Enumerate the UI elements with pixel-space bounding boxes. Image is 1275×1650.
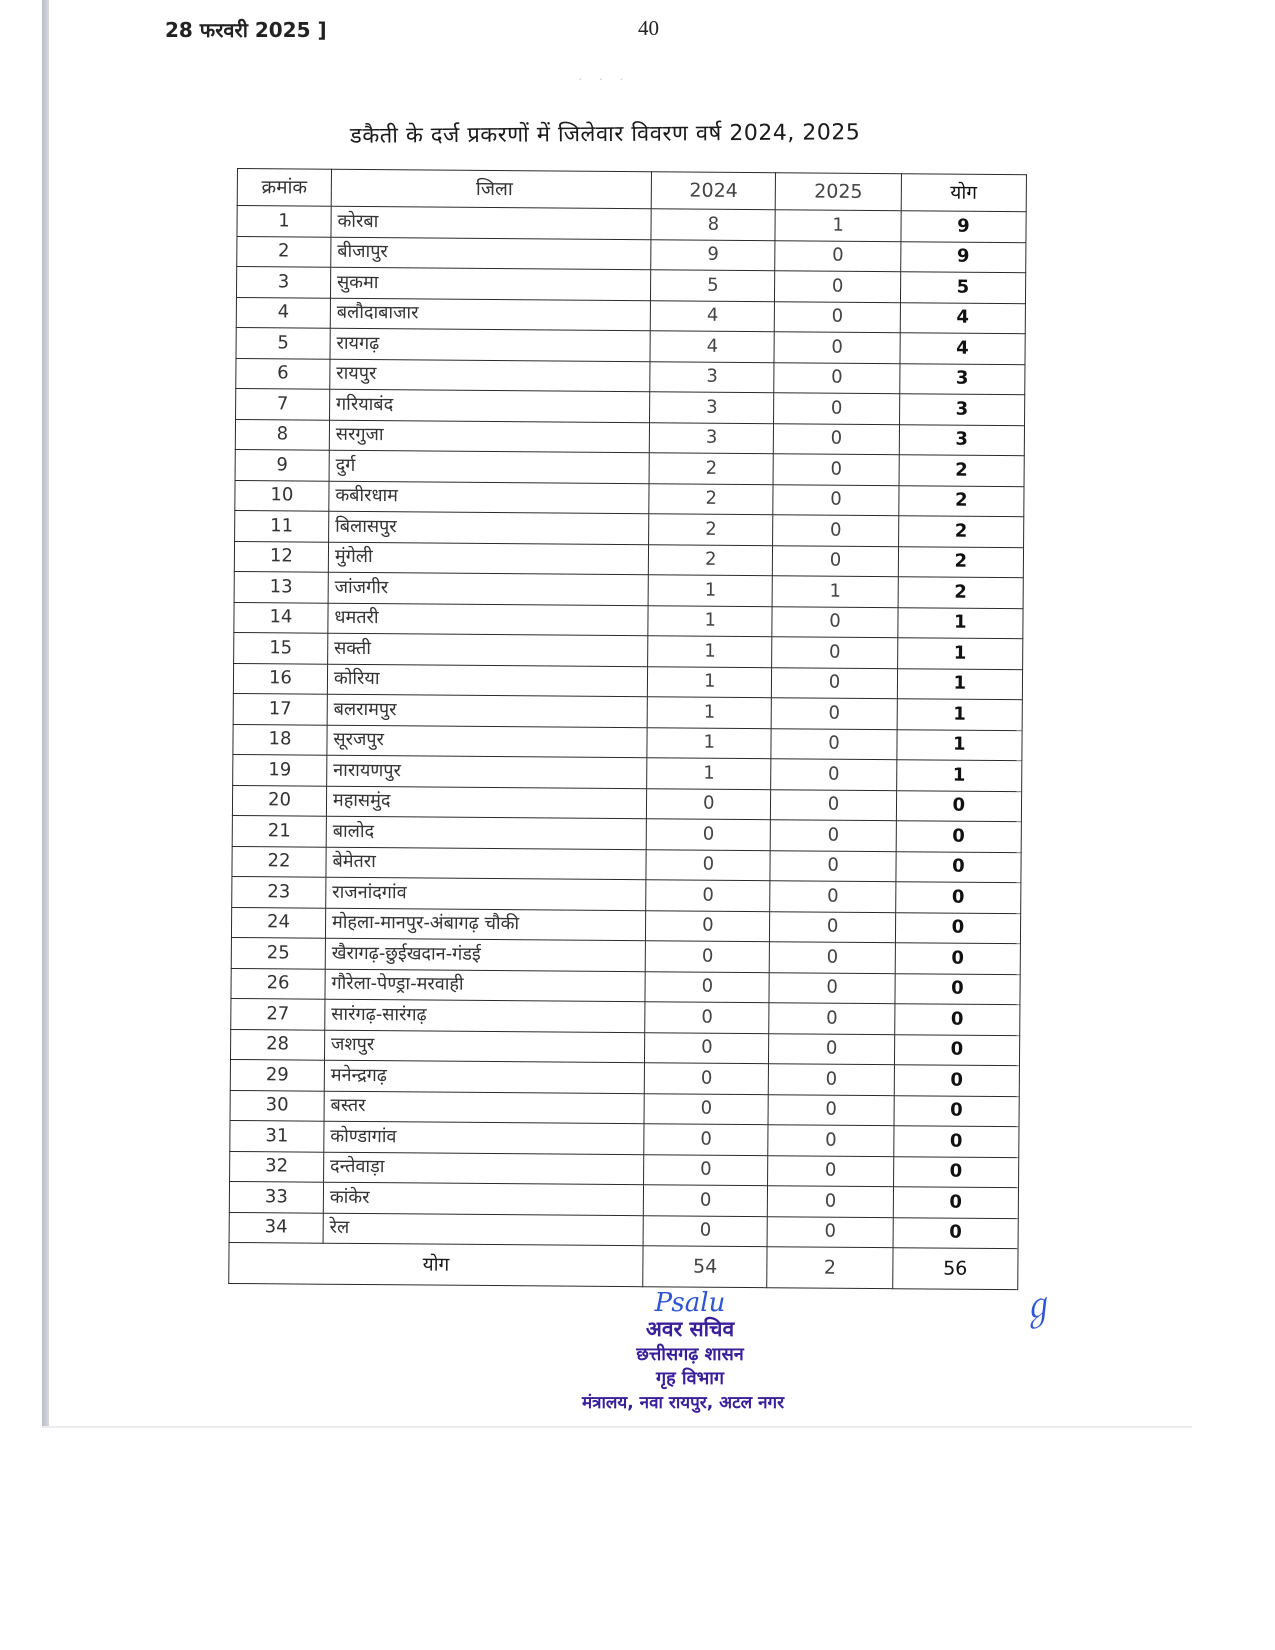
total-cell: 0 — [894, 1095, 1020, 1126]
serial-cell: 12 — [234, 541, 328, 572]
total-cell: 1 — [898, 607, 1024, 638]
district-cell: सारंगढ़-सारंगढ़ — [325, 999, 645, 1032]
count-2024-cell: 2 — [648, 544, 772, 575]
total-cell: 0 — [895, 973, 1021, 1004]
serial-cell: 32 — [230, 1151, 324, 1182]
district-cell: खैरागढ़-छुईखदान-गंडई — [325, 938, 645, 971]
total-cell: 1 — [897, 729, 1023, 760]
serial-cell: 13 — [234, 571, 328, 602]
district-cell: कोण्डागांव — [324, 1121, 644, 1154]
signature-scribble: Psalu — [654, 1288, 726, 1318]
serial-cell: 1 — [237, 206, 331, 237]
count-2025-cell: 0 — [772, 667, 898, 698]
header-serial: क्रमांक — [237, 169, 331, 207]
district-cell: गौरेला-पेण्ड्रा-मरवाही — [325, 969, 645, 1002]
count-2024-cell: 0 — [646, 819, 770, 850]
count-2024-cell: 0 — [645, 971, 769, 1002]
district-cell: दुर्ग — [329, 450, 649, 483]
count-2025-cell: 0 — [769, 972, 895, 1003]
count-2025-cell: 0 — [768, 1125, 894, 1156]
serial-cell: 23 — [232, 876, 326, 907]
total-label: योग — [229, 1242, 643, 1286]
serial-cell: 9 — [235, 449, 329, 480]
total-cell: 0 — [895, 882, 1021, 913]
district-cell: बीजापुर — [331, 237, 651, 270]
serial-cell: 25 — [231, 937, 325, 968]
total-cell: 0 — [893, 1156, 1019, 1187]
signatory-address: मंत्रालय, नवा रायपुर, अटल नगर — [581, 1393, 785, 1413]
document-title: डकैती के दर्ज प्रकरणों में जिलेवार विवरण वर्ष 2024, 2025 — [349, 120, 861, 149]
count-2025-cell: 0 — [774, 332, 900, 363]
count-2025-cell: 0 — [774, 362, 900, 393]
district-cell: गरियाबंद — [329, 389, 649, 422]
header-2024: 2024 — [651, 172, 776, 210]
total-cell: 1 — [897, 699, 1023, 730]
total-cell: 2 — [898, 516, 1024, 547]
district-cell: बलरामपुर — [327, 694, 647, 727]
serial-cell: 18 — [233, 724, 327, 755]
count-2025-cell: 0 — [771, 789, 897, 820]
district-cell: बालोद — [326, 816, 646, 849]
count-2024-cell: 0 — [645, 1002, 769, 1033]
district-cell: कांकेर — [323, 1182, 643, 1215]
count-2025-cell: 1 — [772, 576, 898, 607]
district-dacoity-table — [228, 168, 1027, 1290]
total-cell: 0 — [893, 1217, 1019, 1248]
district-cell: रायपुर — [330, 359, 650, 392]
count-2025-cell: 0 — [772, 698, 898, 729]
count-2024-cell: 3 — [649, 422, 773, 453]
count-2025-cell: 0 — [772, 637, 898, 668]
table-total-row — [229, 1242, 1018, 1289]
serial-cell: 16 — [233, 663, 327, 694]
count-2024-cell: 0 — [644, 1093, 768, 1124]
header-2025: 2025 — [776, 173, 902, 211]
serial-cell: 19 — [233, 754, 327, 785]
count-2024-cell: 4 — [650, 331, 774, 362]
count-2024-cell: 2 — [649, 483, 773, 514]
district-cell: दन्तेवाड़ा — [323, 1152, 643, 1185]
count-2024-cell: 1 — [647, 697, 771, 728]
count-2025-cell: 0 — [770, 850, 896, 881]
serial-cell: 30 — [230, 1090, 324, 1121]
serial-cell: 11 — [235, 510, 329, 541]
serial-cell: 14 — [234, 602, 328, 633]
total-cell: 0 — [896, 821, 1022, 852]
serial-cell: 10 — [235, 480, 329, 511]
count-2024-cell: 0 — [643, 1185, 767, 1216]
district-cell: नारायणपुर — [327, 755, 647, 788]
count-2024-cell: 0 — [643, 1215, 767, 1246]
total-cell: 2 — [898, 485, 1024, 516]
district-cell: सरगुजा — [329, 420, 649, 453]
district-cell: कोरबा — [331, 206, 651, 239]
signature-block — [550, 1290, 830, 1415]
district-cell: सुकमा — [330, 267, 650, 300]
count-2024-cell: 0 — [646, 849, 770, 880]
count-2024-cell: 2 — [649, 514, 773, 545]
district-cell: कोरिया — [327, 664, 647, 697]
count-2025-cell: 0 — [771, 820, 897, 851]
count-2025-cell: 0 — [774, 423, 900, 454]
count-2025-cell: 0 — [770, 881, 896, 912]
total-cell: 2 — [899, 455, 1025, 486]
count-2024-cell: 0 — [644, 1063, 768, 1094]
total-cell: 0 — [893, 1126, 1019, 1157]
district-cell: राजनांदगांव — [326, 877, 646, 910]
total-cell: 1 — [897, 668, 1023, 699]
count-2025-cell: 0 — [771, 728, 897, 759]
scan-bottom-edge — [42, 1426, 1192, 1428]
serial-cell: 26 — [231, 968, 325, 999]
signatory-government: छत्तीसगढ़ शासन — [636, 1344, 744, 1365]
total-cell: 0 — [896, 790, 1022, 821]
count-2025-cell: 0 — [769, 1064, 895, 1095]
table-header-row — [237, 169, 1026, 212]
count-2025-cell: 0 — [775, 240, 901, 271]
count-2025-cell: 0 — [770, 942, 896, 973]
total-cell: 3 — [899, 363, 1025, 394]
total-cell: 9 — [900, 241, 1026, 272]
serial-cell: 15 — [234, 632, 328, 663]
signatory-department: गृह विभाग — [655, 1368, 725, 1389]
count-2025-cell: 0 — [774, 393, 900, 424]
district-cell: रेल — [323, 1213, 643, 1246]
district-cell: रायगढ़ — [330, 328, 650, 361]
count-2024-cell: 0 — [645, 1032, 769, 1063]
serial-cell: 24 — [231, 907, 325, 938]
serial-cell: 22 — [232, 846, 326, 877]
header-total: योग — [901, 174, 1027, 212]
serial-cell: 17 — [233, 693, 327, 724]
serial-cell: 34 — [229, 1212, 323, 1243]
serial-cell: 6 — [236, 358, 330, 389]
serial-cell: 28 — [230, 1029, 324, 1060]
district-cell: सूरजपुर — [327, 725, 647, 758]
count-2024-cell: 9 — [651, 239, 775, 270]
total-cell: 1 — [897, 638, 1023, 669]
total-cell: 1 — [896, 760, 1022, 791]
count-2025-cell: 0 — [769, 1033, 895, 1064]
page-number: 40 — [638, 16, 659, 40]
total-cell: 0 — [894, 1034, 1020, 1065]
count-2024-cell: 1 — [648, 636, 772, 667]
serial-cell: 4 — [236, 297, 330, 328]
count-2025-cell: 0 — [773, 515, 899, 546]
serial-cell: 8 — [235, 419, 329, 450]
count-2024-cell: 1 — [648, 575, 772, 606]
total-cell: 2 — [898, 577, 1024, 608]
district-cell: जशपुर — [324, 1030, 644, 1063]
serial-cell: 2 — [237, 236, 331, 267]
handwritten-initial-mark: ℊ — [1013, 1283, 1059, 1333]
total-2024: 54 — [643, 1246, 768, 1288]
count-2024-cell: 4 — [650, 300, 774, 331]
count-2024-cell: 1 — [647, 758, 771, 789]
count-2025-cell: 0 — [771, 759, 897, 790]
count-2025-cell: 0 — [768, 1186, 894, 1217]
district-table-container — [228, 168, 1027, 1290]
total-cell: 9 — [901, 211, 1027, 242]
count-2025-cell: 0 — [773, 484, 899, 515]
count-2025-cell: 0 — [775, 301, 901, 332]
serial-cell: 29 — [230, 1059, 324, 1090]
total-cell: 0 — [894, 1065, 1020, 1096]
total-cell: 0 — [895, 912, 1021, 943]
count-2025-cell: 0 — [773, 454, 899, 485]
district-cell: जांजगीर — [328, 572, 648, 605]
serial-cell: 5 — [236, 327, 330, 358]
total-cell: 5 — [900, 272, 1026, 303]
count-2024-cell: 0 — [646, 880, 770, 911]
district-cell: बलौदाबाजार — [330, 298, 650, 331]
count-2024-cell: 5 — [651, 270, 775, 301]
total-2025: 2 — [767, 1247, 893, 1289]
district-cell: सक्ती — [328, 633, 648, 666]
district-cell: बिलासपुर — [329, 511, 649, 544]
count-2024-cell: 2 — [649, 453, 773, 484]
total-cell: 0 — [894, 1004, 1020, 1035]
district-cell: धमतरी — [328, 603, 648, 636]
total-cell: 0 — [893, 1187, 1019, 1218]
district-cell: मोहला-मानपुर-अंबागढ़ चौकी — [325, 908, 645, 941]
total-cell: 3 — [899, 424, 1025, 455]
count-2024-cell: 0 — [644, 1124, 768, 1155]
count-2025-cell: 0 — [769, 1003, 895, 1034]
count-2025-cell: 1 — [775, 210, 901, 241]
serial-cell: 3 — [236, 267, 330, 298]
count-2025-cell: 0 — [768, 1094, 894, 1125]
serial-cell: 31 — [230, 1120, 324, 1151]
count-2025-cell: 0 — [772, 606, 898, 637]
serial-cell: 21 — [232, 815, 326, 846]
count-2024-cell: 3 — [650, 361, 774, 392]
district-cell: बेमेतरा — [326, 847, 646, 880]
scan-edge — [42, 0, 49, 1428]
total-cell: 4 — [900, 333, 1026, 364]
total-cell: 2 — [898, 546, 1024, 577]
count-2024-cell: 0 — [646, 910, 770, 941]
count-2024-cell: 1 — [647, 727, 771, 758]
district-cell: बस्तर — [324, 1091, 644, 1124]
district-cell: मुंगेली — [328, 542, 648, 575]
faint-stamp-mark: · · · — [578, 70, 630, 86]
count-2025-cell: 0 — [767, 1216, 893, 1247]
count-2024-cell: 8 — [651, 209, 775, 240]
gazette-date: 28 फरवरी 2025 ] — [165, 18, 327, 42]
total-cell: 0 — [896, 851, 1022, 882]
signatory-designation: अवर सचिव — [645, 1317, 735, 1341]
serial-cell: 33 — [229, 1181, 323, 1212]
total-cell: 0 — [895, 943, 1021, 974]
serial-cell: 7 — [236, 388, 330, 419]
total-cell: 3 — [899, 394, 1025, 425]
header-district: जिला — [331, 169, 652, 209]
count-2024-cell: 0 — [644, 1154, 768, 1185]
count-2024-cell: 0 — [647, 788, 771, 819]
total-grand: 56 — [892, 1248, 1018, 1290]
count-2025-cell: 0 — [768, 1155, 894, 1186]
count-2024-cell: 1 — [648, 666, 772, 697]
total-cell: 4 — [900, 302, 1026, 333]
table-body — [229, 206, 1026, 1249]
count-2024-cell: 0 — [645, 941, 769, 972]
count-2025-cell: 0 — [773, 545, 899, 576]
count-2024-cell: 3 — [650, 392, 774, 423]
count-2024-cell: 1 — [648, 605, 772, 636]
count-2025-cell: 0 — [775, 271, 901, 302]
serial-cell: 27 — [231, 998, 325, 1029]
district-cell: महासमुंद — [326, 786, 646, 819]
district-cell: कबीरधाम — [329, 481, 649, 514]
count-2025-cell: 0 — [770, 911, 896, 942]
serial-cell: 20 — [232, 785, 326, 816]
district-cell: मनेन्द्रगढ़ — [324, 1060, 644, 1093]
